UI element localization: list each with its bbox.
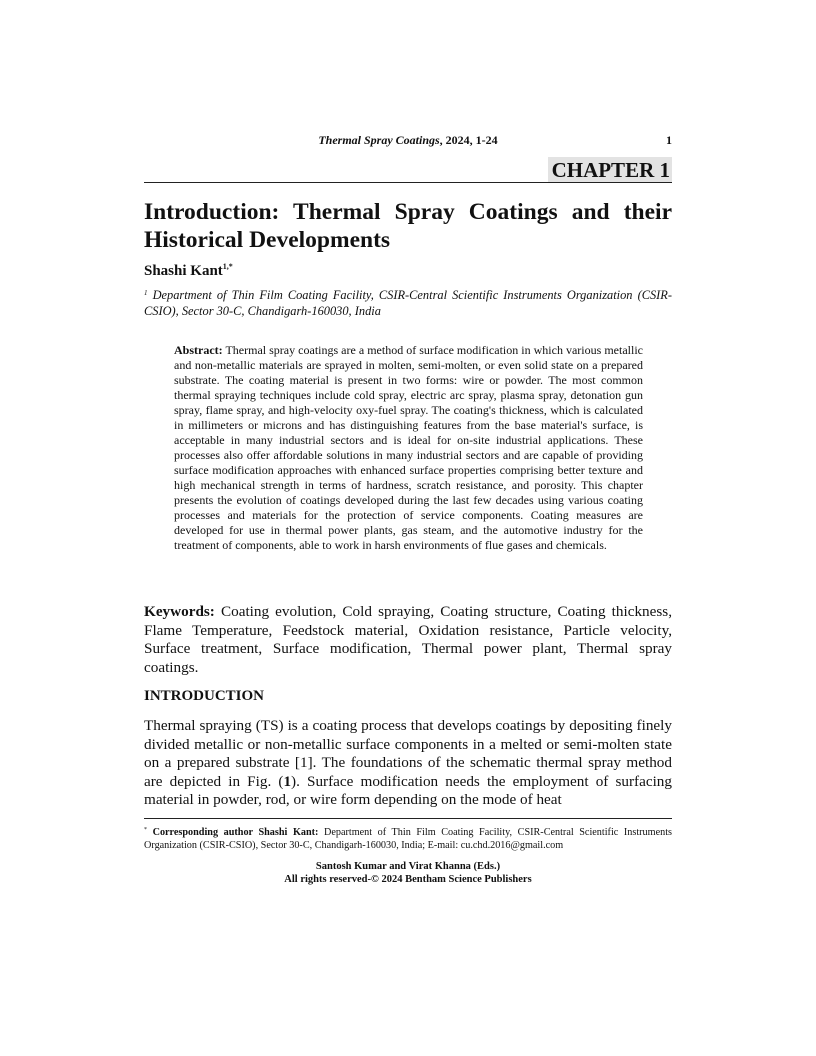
keywords xyxy=(144,603,672,677)
chapter-title xyxy=(144,198,672,254)
keywords-label: Keywords: xyxy=(144,603,215,620)
footnote-label: Corresponding author Shashi Kant: xyxy=(147,827,319,838)
chapter-title-line-2: Historical Developments xyxy=(144,227,391,253)
intro-text-a: Thermal spraying (TS) is a coating process that develops coatings by depositing finely divided metallic or non-metallic surface components in a melted or semi-molten state on a prepared substrate [1]. The foundations of the schematic thermal spray method are depicted in Fig. ( xyxy=(144,717,672,790)
journal-title: Thermal Spray Coatings xyxy=(318,133,440,147)
footnote xyxy=(144,824,672,852)
abstract xyxy=(174,343,643,553)
abstract-label: Abstract: xyxy=(174,343,223,357)
journal-citation xyxy=(144,133,672,148)
author-name: Shashi Kant xyxy=(144,263,223,279)
footnote-marker: * xyxy=(144,827,147,833)
chapter-label: CHAPTER 1 xyxy=(548,157,672,182)
footnote-divider xyxy=(144,818,672,819)
footnote-text: Department of Thin Film Coating Facility, CSIR-Central Scientific Instruments Organization (CSIR-CSIO), Sector 30-C, Chandigarh-160030, India; E-mail: cu.chd.2016@gmail.com xyxy=(144,827,672,851)
journal-meta: , 2024, 1-24 xyxy=(439,133,498,147)
figure-reference[interactable]: 1 xyxy=(283,772,292,790)
keywords-text: Coating evolution, Cold spraying, Coating structure, Coating thickness, Flame Temperature, Feedstock material, Oxidation resistance, Particle velocity, Surface treatment, Surface modification, Thermal power plant, Thermal spray coatings. xyxy=(144,603,672,676)
affiliation xyxy=(144,285,672,319)
chapter-divider xyxy=(144,182,672,183)
section-heading: INTRODUCTION xyxy=(144,688,265,704)
rights-line: All rights reserved-© 2024 Bentham Science Publishers xyxy=(284,874,532,885)
running-header xyxy=(144,133,672,151)
author-superscript: 1,* xyxy=(222,262,233,271)
page-number: 1 xyxy=(666,133,672,147)
author xyxy=(144,262,233,280)
affiliation-text: Department of Thin Film Coating Facility, CSIR-Central Scientific Instruments Organization (CSIR-CSIO), Sector 30-C, Chandigarh-160030, India xyxy=(144,288,672,318)
editors-line: Santosh Kumar and Virat Khanna (Eds.) xyxy=(315,861,501,872)
affiliation-superscript: 1 xyxy=(144,289,148,297)
intro-paragraph xyxy=(144,717,672,810)
publication-credits xyxy=(144,860,672,886)
abstract-text: Thermal spray coatings are a method of surface modification in which various metallic and non-metallic materials are sprayed in molten, semi-molten, or even solid state on a prepared substrate. The coating material is present in two forms: wire or powder. The most common thermal spraying techniques include cold spray, electric arc spray, plasma spray, detonation gun spray, flame spray, and high-velocity oxy-fuel spray. The coating's thickness, which is calculated in millimeters or microns and has distinguishing features from the base material's surface, is acceptable in many industrial sectors and is ideal for on-site industrial applications. These processes also offer affordable solutions in many industrial sectors and are capable of providing surface modification approaches with enhanced surface properties comprising better texture and high mechanical strength in terms of hardness, scratch resistance, and porosity. This chapter presents the evolution of coatings developed during the last few decades using various coating processes and materials for the protection of service components. Coating measures are developed for use in thermal power plants, gas steam, and the automotive industry for the treatment of components, able to work in harsh environments of flue gases and chemicals. xyxy=(174,343,643,552)
intro-text-b: ). Surface modification needs the employment of surfacing material in powder, rod, or wire form depending on the mode of heat xyxy=(144,772,672,808)
chapter-title-line-1: Introduction: Thermal Spray Coatings and their xyxy=(144,199,672,225)
